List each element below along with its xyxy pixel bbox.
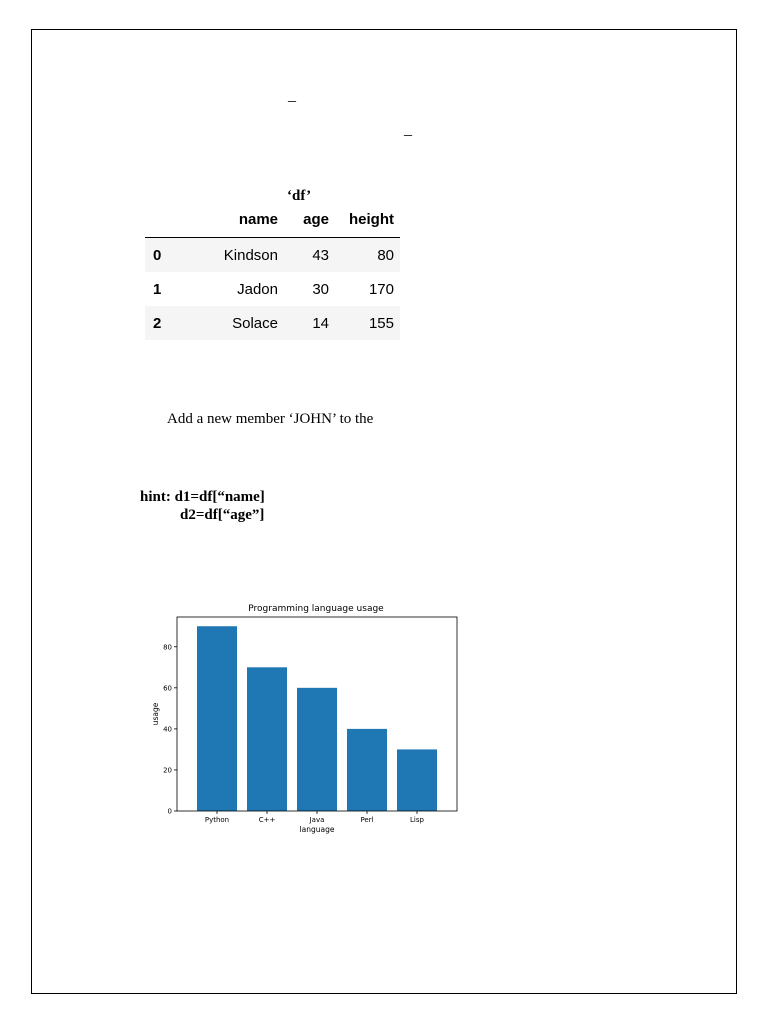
row-index: 2 <box>153 314 162 332</box>
cell-height: 80 <box>377 246 394 264</box>
instruction-text: Add a new member ‘JOHN’ to the <box>167 411 374 427</box>
x-axis <box>205 811 425 824</box>
row-index: 0 <box>153 246 162 264</box>
blank-line-2: _ <box>404 121 412 138</box>
hint-line-1: hint: d1=df[“name] <box>140 489 265 505</box>
x-axis-label: language <box>299 825 335 834</box>
cell-height: 155 <box>368 314 394 332</box>
y-axis-label: usage <box>151 702 160 726</box>
table-header-row <box>145 201 400 238</box>
table-row <box>145 306 400 340</box>
header-height: height <box>331 201 400 238</box>
row-index: 1 <box>153 280 162 298</box>
bar-cpp <box>247 667 287 811</box>
header-name: name <box>180 201 280 238</box>
cell-height: 170 <box>368 280 394 298</box>
cell-name: Solace <box>232 314 278 332</box>
table-row <box>145 272 400 306</box>
blank-line-1: _ <box>288 87 296 104</box>
bar-perl <box>347 729 387 811</box>
bar-python <box>197 626 237 811</box>
y-tick-label: 80 <box>163 643 172 652</box>
hint-block <box>140 488 265 524</box>
dataframe-table <box>145 201 400 340</box>
dataframe-caption: ‘df’ <box>287 188 312 204</box>
chart-title: Programming language usage <box>248 604 384 614</box>
cell-age: 43 <box>312 246 329 264</box>
header-index <box>145 201 180 238</box>
cell-name: Jadon <box>237 280 278 298</box>
table-row <box>145 238 400 273</box>
header-age: age <box>280 201 331 238</box>
x-tick-label: Python <box>204 816 230 824</box>
x-tick-label: Lisp <box>410 816 424 824</box>
chart-bars <box>197 626 437 811</box>
x-tick-label: Perl <box>360 816 374 824</box>
x-tick-label: Java <box>309 816 325 824</box>
page-border <box>31 29 737 994</box>
y-tick-label: 20 <box>163 766 172 775</box>
cell-name: Kindson <box>223 246 278 264</box>
y-tick-label: 0 <box>167 807 172 816</box>
y-tick-label: 60 <box>163 684 172 693</box>
y-axis <box>163 643 177 815</box>
cell-age: 30 <box>312 280 329 298</box>
bar-lisp <box>397 749 437 811</box>
x-tick-label: C++ <box>258 816 276 824</box>
bar-chart <box>130 598 470 840</box>
y-tick-label: 40 <box>163 725 172 734</box>
hint-line-2: d2=df[“age”] <box>180 507 265 523</box>
bar-java <box>297 688 337 811</box>
cell-age: 14 <box>312 314 329 332</box>
